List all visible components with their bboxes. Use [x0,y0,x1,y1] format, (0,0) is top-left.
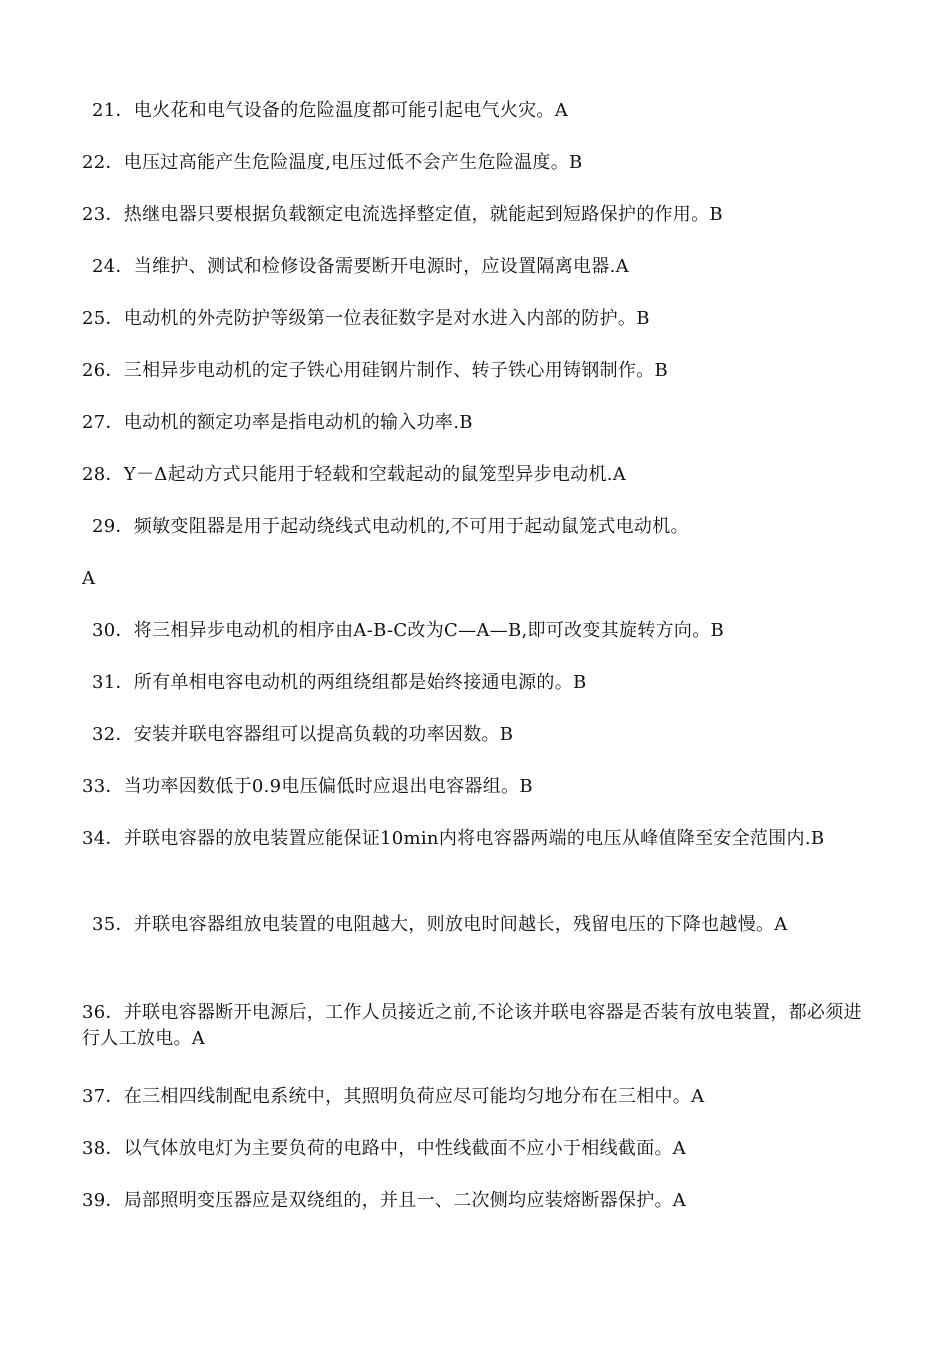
list-item: 24．当维护、测试和检修设备需要断开电源时，应设置隔离电器.A [92,256,629,277]
list-item: 37．在三相四线制配电系统中，其照明负荷应尽可能均匀地分布在三相中。A [82,1086,705,1107]
list-item: 31．所有单相电容电动机的两组绕组都是始终接通电源的。B [92,672,587,693]
list-item: 34．并联电容器的放电装置应能保证10min内将电容器两端的电压从峰值降至安全范围内.B [82,828,825,849]
list-item: 28．Y－Δ起动方式只能用于轻载和空载起动的鼠笼型异步电动机.A [82,464,627,485]
list-item: 33．当功率因数低于0.9电压偏低时应退出电容器组。B [82,776,533,797]
list-item: 36．并联电容器断开电源后，工作人员接近之前,不论该并联电容器是否装有放电装置，都必须进行人工放电。A [82,1002,862,1049]
list-item: 26．三相异步电动机的定子铁心用硅钢片制作、转子铁心用铸钢制作。B [82,360,669,381]
list-item: 25．电动机的外壳防护等级第一位表征数字是对水进入内部的防护。B [82,308,650,329]
list-item: 39．局部照明变压器应是双绕组的，并且一、二次侧均应装熔断器保护。A [82,1190,687,1211]
list-item: 21．电火花和电气设备的危险温度都可能引起电气火灾。A [92,100,569,121]
list-item: 29．频敏变阻器是用于起动绕线式电动机的,不可用于起动鼠笼式电动机。 [92,516,689,537]
list-item: 27．电动机的额定功率是指电动机的输入功率.B [82,412,473,433]
list-item: 32．安装并联电容器组可以提高负载的功率因数。B [92,724,514,745]
list-item: 35．并联电容器组放电装置的电阻越大，则放电时间越长，残留电压的下降也越慢。A [92,914,788,935]
list-item: 38．以气体放电灯为主要负荷的电路中，中性线截面不应小于相线截面。A [82,1138,687,1159]
list-item: 30．将三相异步电动机的相序由A-B-C改为C—A—B,即可改变其旋转方向。B [92,620,725,641]
list-item: 23．热继电器只要根据负载额定电流选择整定值，就能起到短路保护的作用。B [82,204,723,225]
list-item-continuation: A [82,568,96,589]
list-item: 22．电压过高能产生危险温度,电压过低不会产生危险温度。B [82,152,583,173]
